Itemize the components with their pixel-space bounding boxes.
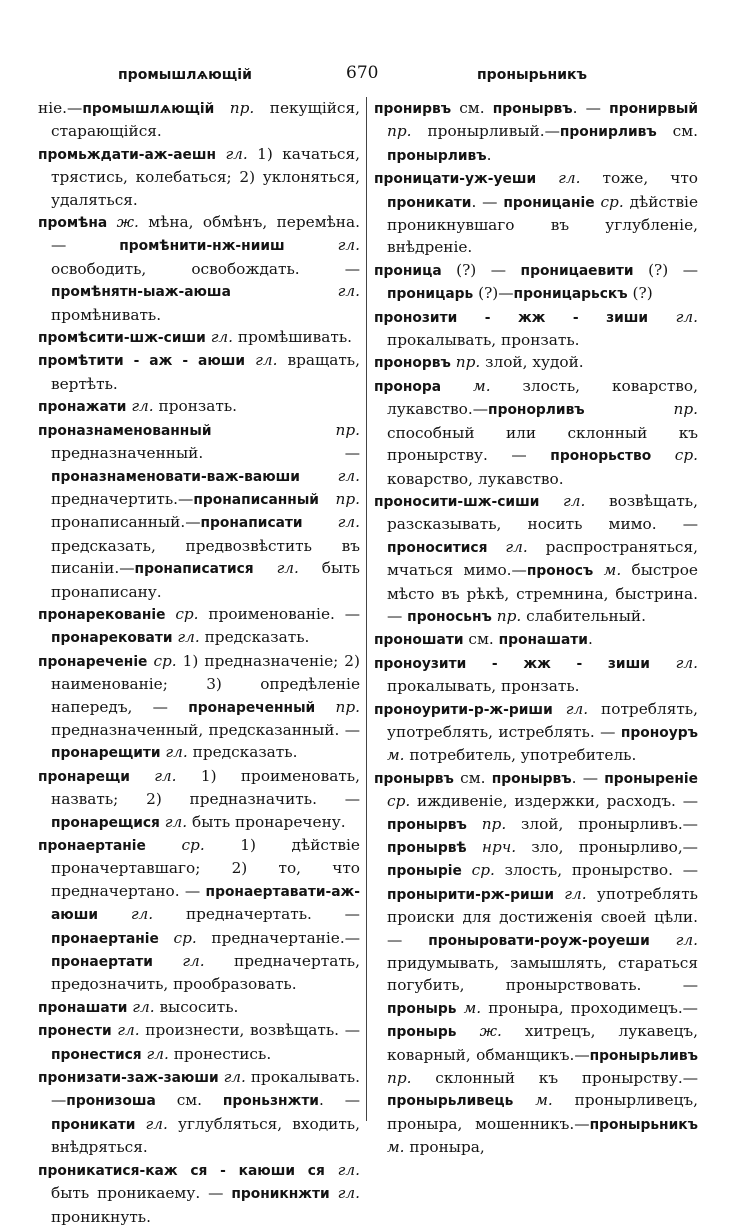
definition-text: . — bbox=[318, 1091, 360, 1110]
headword: пронырь bbox=[387, 1024, 457, 1041]
headword: проноуръ bbox=[620, 724, 698, 741]
definition-text bbox=[648, 308, 676, 326]
grammar-label: гл. bbox=[675, 307, 698, 326]
grammar-label: пр. bbox=[229, 99, 255, 117]
definition-text bbox=[467, 838, 482, 856]
definition-text bbox=[300, 467, 338, 485]
headword: проноситися bbox=[387, 539, 488, 556]
dictionary-entry bbox=[374, 306, 698, 352]
headword: пронирвый bbox=[609, 101, 698, 117]
definition-text: 1) дѣйствіе проначертавшаго; 2) то, что предначертано. — bbox=[51, 836, 360, 900]
headword: пронаертавати-аж-аюши bbox=[51, 883, 360, 924]
grammar-label: гл. bbox=[225, 144, 248, 163]
definition-text: злость, пронырство. — bbox=[494, 861, 698, 880]
grammar-label: гл. bbox=[563, 491, 586, 510]
page-number: 670 bbox=[346, 63, 379, 83]
headword: промѣнятн-ыаж-аюша bbox=[51, 284, 231, 301]
grammar-label: гл. bbox=[164, 812, 188, 831]
headword: проницарьскъ bbox=[513, 286, 628, 303]
definition-text: придумывать, замышлять, стараться погубить, пронырствовать. — bbox=[387, 954, 698, 995]
definition-text: мѣна, обмѣнъ, перемѣна. — bbox=[51, 213, 360, 255]
definition-text: пекущійся, старающійся. bbox=[51, 99, 360, 141]
headword: проньзнжти bbox=[222, 1093, 319, 1110]
grammar-label: ср. bbox=[387, 792, 411, 811]
headword: пронырвѣ bbox=[387, 840, 467, 856]
definition-text bbox=[651, 446, 675, 464]
definition-text bbox=[330, 1184, 338, 1202]
headword: проница bbox=[374, 262, 442, 279]
grammar-label: пр. bbox=[496, 606, 522, 625]
definition-text bbox=[467, 815, 482, 833]
dictionary-entry bbox=[374, 628, 698, 651]
headword: проницати-уж-уеши bbox=[374, 171, 537, 188]
headword: пронареченный bbox=[188, 699, 316, 716]
grammar-label: пр. bbox=[335, 697, 360, 716]
headword: пронырвъ bbox=[492, 101, 573, 117]
headword: пронырвъ bbox=[387, 816, 467, 833]
headword: проныріе bbox=[387, 863, 462, 880]
headword: пронаписати bbox=[200, 515, 303, 532]
headword: пронаписатися bbox=[134, 561, 254, 578]
headword: проноурити-р-ж-риши bbox=[374, 701, 553, 718]
right-column bbox=[374, 97, 698, 1159]
headword: пронырь bbox=[387, 1000, 457, 1017]
grammar-label: гл. bbox=[117, 1021, 140, 1040]
definition-text bbox=[254, 559, 277, 577]
grammar-label: гл. bbox=[675, 653, 698, 672]
definition-text: злой, худой. bbox=[480, 353, 584, 372]
headword: пронареченіе bbox=[38, 653, 148, 670]
definition-text: предназначенный, предсказанный. — bbox=[51, 720, 360, 739]
grammar-label: м. bbox=[387, 1138, 405, 1157]
grammar-label: пр. bbox=[335, 489, 360, 508]
headword: проназнаменовати-важ-ваюши bbox=[51, 468, 300, 485]
definition-text: . — bbox=[471, 192, 504, 211]
headword: пронорьство bbox=[550, 448, 652, 465]
definition-text: . bbox=[486, 145, 492, 164]
headword: проныровати-роуж-роуеши bbox=[428, 932, 650, 949]
grammar-label: гл. bbox=[131, 397, 154, 416]
dictionary-entry bbox=[38, 996, 360, 1019]
definition-text bbox=[153, 952, 182, 970]
definition-text: слабительный. bbox=[521, 606, 646, 625]
definition-text bbox=[285, 236, 338, 254]
definition-text: дѣйствіе проникнувшаго въ углубленіе, внѣдреніе. bbox=[387, 192, 698, 257]
grammar-label: гл. bbox=[337, 236, 360, 255]
definition-text: см. bbox=[451, 99, 493, 117]
definition-text: . bbox=[587, 630, 593, 649]
dictionary-entry bbox=[38, 650, 360, 765]
definition-text: прокалывать, пронзать. bbox=[387, 677, 580, 696]
dictionary-entry bbox=[38, 97, 360, 143]
definition-text: предначертать. — bbox=[153, 905, 360, 924]
definition-text bbox=[441, 377, 473, 395]
headword: пронырьливець bbox=[387, 1093, 514, 1110]
definition-text: быстрое мѣсто въ рѣкѣ, стремнина, быстрина.— bbox=[387, 561, 698, 625]
dictionary-entry bbox=[374, 259, 698, 306]
headword: пронести bbox=[38, 1023, 112, 1040]
headword: пронырьникъ bbox=[589, 1116, 698, 1133]
grammar-label: гл. bbox=[145, 1114, 168, 1133]
definition-text: пронырливый.— bbox=[411, 122, 560, 141]
definition-text bbox=[159, 929, 174, 947]
definition-text bbox=[107, 213, 116, 231]
grammar-label: м. bbox=[473, 376, 491, 395]
grammar-label: гл. bbox=[337, 513, 360, 532]
definition-text: предназначенный. — bbox=[51, 444, 360, 463]
dictionary-entry bbox=[38, 349, 360, 395]
grammar-label: ср. bbox=[600, 192, 624, 211]
headword: пронарекованіе bbox=[38, 606, 166, 623]
definition-text: зло, пронырливо,— bbox=[516, 838, 698, 856]
definition-text: проныра, bbox=[404, 1138, 485, 1157]
headword: пронырьливъ bbox=[589, 1047, 698, 1064]
headword: пронора bbox=[374, 378, 442, 395]
grammar-label: пр. bbox=[387, 122, 412, 141]
grammar-label: гл. bbox=[130, 905, 154, 924]
definition-text bbox=[212, 421, 336, 439]
headword: пронестися bbox=[51, 1046, 142, 1063]
headword: пронырливъ bbox=[387, 147, 487, 164]
headword: проникнжти bbox=[231, 1186, 330, 1203]
headword: пронозити - жж - зиши bbox=[374, 309, 649, 326]
definition-text bbox=[98, 905, 131, 923]
grammar-label: гл. bbox=[505, 537, 528, 556]
grammar-label: гл. bbox=[565, 699, 589, 718]
definition-text: иждивеніе, издержки, расходъ. — bbox=[410, 792, 698, 811]
dictionary-entry bbox=[38, 211, 360, 326]
definition-text: хитрецъ, лукавецъ, коварный, обманщикъ.— bbox=[387, 1022, 698, 1064]
headword: проныреніе bbox=[604, 770, 698, 787]
headword: пронизоша bbox=[66, 1093, 156, 1110]
definition-text bbox=[325, 1161, 338, 1179]
headword: проносъ bbox=[526, 563, 594, 580]
definition-text: вращать, вертѣть. bbox=[51, 351, 360, 393]
dictionary-entry bbox=[38, 143, 360, 211]
definition-text: углубляться, входить, внѣдряться. bbox=[51, 1114, 360, 1157]
definition-text: промѣшивать. bbox=[233, 328, 353, 347]
definition-text: проименованіе. — bbox=[198, 604, 360, 623]
definition-text: способный или склонный къ пронырству. — bbox=[387, 423, 698, 465]
definition-text bbox=[165, 605, 175, 623]
dictionary-entry bbox=[374, 167, 698, 259]
grammar-label: гл. bbox=[223, 1068, 246, 1087]
grammar-label: гл. bbox=[177, 628, 200, 647]
dictionary-entry bbox=[374, 767, 698, 1159]
dictionary-entry bbox=[38, 419, 360, 603]
grammar-label: ж. bbox=[116, 213, 139, 232]
definition-text bbox=[536, 169, 558, 187]
dictionary-entry bbox=[38, 1066, 360, 1159]
headword: проношати bbox=[374, 632, 464, 649]
grammar-label: гл. bbox=[337, 282, 360, 301]
headword: проникати bbox=[51, 1116, 136, 1133]
definition-text bbox=[130, 767, 154, 785]
grammar-label: пр. bbox=[455, 353, 481, 372]
grammar-label: гл. bbox=[276, 559, 299, 578]
left-column bbox=[38, 97, 360, 1228]
definition-text: возвѣщать, разсказывать, носить мимо. — bbox=[387, 491, 698, 534]
definition-text bbox=[457, 1022, 480, 1040]
headword: пронирливъ bbox=[559, 124, 657, 141]
definition-text: быть пронаписану. bbox=[51, 559, 360, 601]
definition-text: 1) качаться, трястись, колебаться; 2) уклоняться, удаляться. bbox=[51, 144, 360, 209]
definition-text: тоже, что bbox=[580, 169, 698, 188]
headword: пронорвъ bbox=[374, 355, 451, 372]
dictionary-entry bbox=[374, 375, 698, 490]
definition-text: освободить, освобождать. — bbox=[51, 259, 360, 278]
headword: пронашати bbox=[38, 999, 128, 1016]
definition-text bbox=[539, 492, 563, 510]
grammar-label: м. bbox=[387, 746, 405, 765]
grammar-label: ср. bbox=[181, 836, 205, 854]
definition-text: пронзать. bbox=[153, 397, 238, 416]
headword: пронырвъ bbox=[374, 770, 454, 787]
definition-text: предначертать, предозначить, прообразовать. bbox=[51, 952, 360, 994]
definition-text bbox=[593, 561, 603, 579]
headword: пронаертати bbox=[51, 954, 153, 971]
dictionary-entry bbox=[38, 1019, 360, 1066]
grammar-label: гл. bbox=[337, 1160, 360, 1179]
grammar-label: гл. bbox=[675, 930, 698, 949]
headword: пронарековати bbox=[51, 630, 173, 647]
headword: проназнаменованный bbox=[38, 422, 212, 439]
definition-text: предсказать. bbox=[187, 743, 298, 762]
headword: промѣна bbox=[38, 215, 108, 232]
definition-text: пронаписанный.— bbox=[51, 513, 201, 532]
definition-text bbox=[319, 490, 336, 508]
grammar-label: гл. bbox=[558, 169, 581, 188]
definition-text bbox=[513, 1091, 535, 1109]
definition-text bbox=[135, 1115, 145, 1133]
dictionary-entry bbox=[374, 698, 698, 767]
definition-text bbox=[650, 654, 676, 672]
definition-text: . — bbox=[571, 768, 605, 787]
headword: пронизати-заж-заюши bbox=[38, 1070, 219, 1087]
headword: пронашати bbox=[498, 632, 588, 649]
definition-text: . — bbox=[572, 99, 610, 117]
definition-text: пронестись. bbox=[168, 1044, 272, 1063]
grammar-label: пр. bbox=[673, 400, 698, 419]
definition-text bbox=[585, 400, 674, 418]
headword: проникати bbox=[387, 194, 472, 211]
grammar-label: пр. bbox=[481, 814, 507, 833]
headword: пронырвъ bbox=[491, 770, 572, 787]
dictionary-entry bbox=[38, 834, 360, 996]
definition-text: пронырливецъ, проныра, мошенникъ.— bbox=[387, 1091, 698, 1133]
definition-text: быть пронаречену. bbox=[187, 812, 346, 831]
grammar-label: гл. bbox=[210, 328, 234, 347]
headword: проницаевити bbox=[520, 262, 634, 279]
headword: промьждати-аж-аешн bbox=[38, 146, 217, 163]
headword: пронирвъ bbox=[374, 101, 452, 117]
definition-text: см. bbox=[155, 1091, 223, 1110]
headword: пронарещи bbox=[38, 768, 130, 785]
definition-text: злой, пронырливъ.— bbox=[506, 814, 698, 833]
definition-text: произнести, возвѣщать. — bbox=[139, 1021, 360, 1040]
grammar-label: нрч. bbox=[481, 838, 517, 856]
definition-text: распространяться, мчаться мимо.— bbox=[387, 537, 698, 580]
grammar-label: ж. bbox=[479, 1022, 502, 1041]
grammar-label: гл. bbox=[337, 466, 360, 485]
column-divider bbox=[366, 97, 367, 1121]
dictionary-entry bbox=[374, 351, 698, 374]
headword: промѣтити - аж - аюши bbox=[38, 353, 246, 370]
definition-text bbox=[553, 700, 566, 718]
definition-text bbox=[214, 99, 230, 117]
grammar-label: гл. bbox=[564, 884, 587, 903]
definition-text: (?) — bbox=[633, 260, 698, 279]
headword: пронорливъ bbox=[488, 402, 585, 419]
dictionary-entry bbox=[38, 765, 360, 834]
definition-text bbox=[245, 351, 255, 369]
definition-text: промѣнивать. bbox=[51, 305, 162, 324]
grammar-label: м. bbox=[463, 998, 482, 1017]
definition-text bbox=[231, 282, 338, 300]
grammar-label: гл. bbox=[132, 997, 155, 1016]
definition-text: потребитель, употребитель. bbox=[404, 746, 637, 765]
grammar-label: гл. bbox=[182, 952, 205, 971]
headword: промышлѧющій bbox=[82, 101, 215, 117]
grammar-label: м. bbox=[535, 1091, 553, 1110]
definition-text: употреблять происки для достиженія своей цѣли. — bbox=[387, 884, 698, 949]
definition-text: злость, коварство, лукавство.— bbox=[387, 376, 698, 419]
definition-text bbox=[457, 999, 464, 1017]
definition-text: предсказать. bbox=[199, 628, 310, 647]
grammar-label: гл. bbox=[165, 743, 188, 762]
dictionary-entry bbox=[374, 490, 698, 628]
definition-text: см. bbox=[463, 630, 499, 649]
grammar-label: ср. bbox=[153, 651, 177, 670]
definition-text: предсказать, предвозвѣстить въ писаніи.— bbox=[51, 536, 360, 578]
definition-text: см. bbox=[656, 122, 698, 141]
definition-text: предначертаніе.— bbox=[196, 928, 360, 947]
definition-text: 1) проименовать, назвать; 2) предназначить. — bbox=[51, 766, 360, 809]
definition-text: (?)— bbox=[473, 284, 514, 303]
grammar-label: гл. bbox=[255, 351, 278, 370]
headword: пронаертаніе bbox=[51, 930, 159, 947]
definition-text bbox=[303, 513, 338, 531]
definition-text: (?) — bbox=[441, 260, 521, 279]
headword: проницаніе bbox=[503, 194, 595, 211]
definition-text: высосить. bbox=[154, 997, 239, 1016]
dictionary-entry bbox=[374, 652, 698, 698]
definition-text: быть проникаему. — bbox=[51, 1184, 232, 1203]
definition-text: прокалывать.— bbox=[51, 1068, 360, 1110]
headword: пронарещися bbox=[51, 814, 160, 831]
headword: пронырити-рж-риши bbox=[387, 886, 555, 903]
definition-text: коварство, лукавство. bbox=[387, 469, 564, 488]
definition-text: склонный къ пронырству.— bbox=[411, 1069, 698, 1088]
definition-text bbox=[554, 885, 564, 903]
definition-text: предначертить.— bbox=[51, 489, 194, 508]
headword: пронаертаніе bbox=[38, 838, 146, 854]
grammar-label: гл. bbox=[146, 1044, 169, 1063]
definition-text: ніе.— bbox=[38, 99, 83, 117]
grammar-label: ср. bbox=[175, 604, 199, 623]
grammar-label: гл. bbox=[154, 766, 177, 785]
headword: проницарь bbox=[387, 286, 474, 303]
header-left-word: промышлѧющій bbox=[118, 67, 252, 83]
grammar-label: ср. bbox=[674, 446, 698, 465]
dictionary-entry bbox=[38, 603, 360, 650]
definition-text: проныра, проходимецъ.— bbox=[481, 998, 698, 1017]
headword: пронарещити bbox=[51, 745, 161, 762]
grammar-label: пр. bbox=[387, 1069, 412, 1088]
dictionary-entry bbox=[38, 395, 360, 418]
headword: пронажати bbox=[38, 399, 127, 416]
definition-text: проникнуть. bbox=[51, 1207, 151, 1226]
grammar-label: гл. bbox=[337, 1184, 360, 1203]
dictionary-entry bbox=[38, 1159, 360, 1228]
headword: проноузити - жж - зиши bbox=[374, 655, 650, 672]
running-header bbox=[0, 62, 736, 92]
headword: проносьнъ bbox=[407, 608, 492, 625]
grammar-label: ср. bbox=[173, 928, 197, 947]
definition-text bbox=[487, 538, 505, 556]
grammar-label: пр. bbox=[335, 420, 360, 439]
definition-text: потреблять, употреблять, истреблять. — bbox=[387, 699, 698, 741]
definition-text bbox=[315, 698, 335, 716]
headword: проносити-шж-сиши bbox=[374, 493, 540, 510]
headword: проникатися-каж ся - каюши ся bbox=[38, 1162, 325, 1179]
dictionary-entry bbox=[374, 97, 698, 167]
headword: промѣнити-нж-нииш bbox=[119, 238, 285, 255]
definition-text: см. bbox=[453, 768, 492, 787]
definition-text: прокалывать, пронзать. bbox=[387, 331, 580, 350]
dictionary-entry bbox=[38, 326, 360, 349]
definition-text bbox=[146, 836, 182, 854]
grammar-label: ср. bbox=[471, 861, 495, 880]
headword: пронаписанный bbox=[193, 491, 319, 508]
header-right-word: пронырьникъ bbox=[477, 67, 588, 83]
definition-text bbox=[462, 861, 472, 879]
definition-text: 1) предназначеніе; 2) наименованіе; 3) опредѣленіе напередъ, — bbox=[51, 651, 360, 716]
headword: промѣсити-шж-сиши bbox=[38, 330, 206, 347]
grammar-label: м. bbox=[603, 561, 622, 580]
definition-text: (?) bbox=[627, 284, 653, 303]
definition-text bbox=[650, 931, 676, 949]
